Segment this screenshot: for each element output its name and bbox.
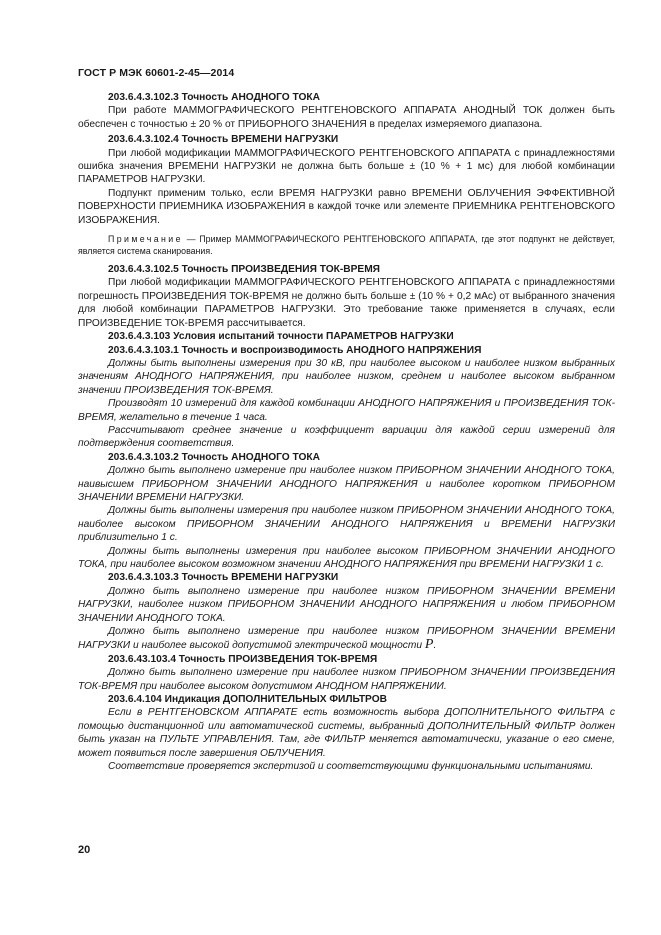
running-header: ГОСТ Р МЭК 60601-2-45—2014 bbox=[78, 67, 235, 79]
paragraph: Должны быть выполнены измерения при наиболее низком ПРИБОРНОМ ЗНАЧЕНИИ АНОДНОГО ТОКА, наиболее высоком ПРИБОРНОМ ЗНАЧЕНИИ АНОДНОГО НАПРЯЖЕНИЯ и ВРЕМЕНИ НАГРУЗКИ приблизительно 1 с. bbox=[78, 505, 615, 544]
paragraph: Рассчитывают среднее значение и коэффициент вариации для каждой серии измерений для подтверждения соответствия. bbox=[78, 424, 615, 450]
paragraph bbox=[78, 625, 615, 653]
section-heading: 203.6.43.103.4 Точность ПРОИЗВЕДЕНИЯ ТОК-ВРЕМЯ bbox=[108, 653, 378, 665]
paragraph: Должно быть выполнено измерение при наиболее низком ПРИБОРНОМ ЗНАЧЕНИИ АНОДНОГО ТОКА, наивысшем ПРИБОРНОМ ЗНАЧЕНИИ АНОДНОГО НАПРЯЖЕНИЯ и наиболее коротком ПРИБОРНОМ ЗНАЧЕНИИ ВРЕМЕНИ НАГРУЗКИ. bbox=[78, 465, 615, 503]
paragraph: Производят 10 измерений для каждой комбинации АНОДНОГО НАПРЯЖЕНИЯ и ПРОИЗВЕДЕНИЯ ТОК-ВРЕМЯ, желательно в течение 1 часа. bbox=[78, 398, 615, 423]
note-text: — Пример МАММОГРАФИЧЕСКОГО РЕНТГЕНОВСКОГО АППАРАТА, где этот подпункт не действует, является система сканирования. bbox=[78, 234, 615, 257]
section-heading: 203.6.4.104 Индикация ДОПОЛНИТЕЛЬНЫХ ФИЛЬТРОВ bbox=[108, 694, 387, 706]
paragraph: При любой модификации МАММОГРАФИЧЕСКОГО РЕНТГЕНОВСКОГО АППАРАТА с принадлежностями ошибка значения ВРЕМЕНИ НАГРУЗКИ не должна быть больше ± (10 % + 1 мс) для любой комбинации ПАРАМЕТРОВ НАГРУЗКИ. bbox=[78, 147, 615, 186]
page-content bbox=[78, 91, 615, 774]
section-heading: 203.6.4.3.103.3 Точность ВРЕМЕНИ НАГРУЗКИ bbox=[108, 572, 339, 584]
section-heading: 203.6.4.3.102.4 Точность ВРЕМЕНИ НАГРУЗКИ bbox=[108, 134, 339, 146]
section-heading: 203.6.4.3.103.1 Точность и воспроизводимость АНОДНОГО НАПРЯЖЕНИЯ bbox=[108, 344, 482, 356]
paragraph: Должны быть выполнены измерения при наиболее высоком ПРИБОРНОМ ЗНАЧЕНИИ АНОДНОГО ТОКА, при наиболее высоком возможном значении АНОДНОГО НАПРЯЖЕНИЯ при ВРЕМЕНИ НАГРУЗКИ 1 с. bbox=[78, 545, 615, 570]
section-heading: 203.6.4.3.103.2 Точность АНОДНОГО ТОКА bbox=[108, 451, 321, 463]
note bbox=[78, 233, 615, 257]
paragraph: При любой модификации МАММОГРАФИЧЕСКОГО РЕНТГЕНОВСКОГО АППАРАТА с принадлежностями погрешность ПРОИЗВЕДЕНИЯ ТОК-ВРЕМЯ не должно быть больше ± (10 % + 0,2 мАс) от выбранного значения для любой комбинации ПАРАМЕТРОВ НАГРУЗКИ. Это требование также применяется в случаях, если ПРОИЗВЕДЕНИЕ ТОК-ВРЕМЯ рассчитывается. bbox=[78, 277, 615, 329]
paragraph: При работе МАММОГРАФИЧЕСКОГО РЕНТГЕНОВСКОГО АППАРАТА АНОДНЫЙ ТОК должен быть обеспечен с точностью ± 20 % от ПРИБОРНОГО ЗНАЧЕНИЯ в пределах измеряемого диапазона. bbox=[78, 105, 615, 130]
paragraph: Соответствие проверяется экспертизой и соответствующими функциональными испытаниями. bbox=[108, 761, 594, 773]
paragraph-text: Должно быть выполнено измерение при наиболее низком ПРИБОРНОМ ЗНАЧЕНИИ ВРЕМЕНИ НАГРУЗКИ и наиболее высокой допустимой электрической мощности bbox=[78, 626, 615, 652]
paragraph-end: . bbox=[433, 640, 437, 652]
section-heading: 203.6.4.3.102.3 Точность АНОДНОГО ТОКА bbox=[108, 92, 321, 103]
note-label: Примечание bbox=[108, 234, 183, 245]
paragraph: Должны быть выполнены измерения при 30 кВ, при наиболее высоком и наиболее низком выбранных значениям АНОДНОГО НАПРЯЖЕНИЯ, при наиболее низком, среднем и наиболее высоком выбранном значении ПРОИЗВЕДЕНИЯ ТОК-ВРЕМЯ. bbox=[78, 357, 615, 396]
page-number: 20 bbox=[78, 844, 91, 856]
paragraph: Должно быть выполнено измерение при наиболее низком ПРИБОРНОМ ЗНАЧЕНИИ ВРЕМЕНИ НАГРУЗКИ, наиболее низком ПРИБОРНОМ ЗНАЧЕНИИ АНОДНОГО НАПРЯЖЕНИЯ и любом ПРИБОРНОМ ЗНАЧЕНИИ АНОДНОГО ТОКА. bbox=[78, 585, 615, 624]
paragraph: Подпункт применим только, если ВРЕМЯ НАГРУЗКИ равно ВРЕМЕНИ ОБЛУЧЕНИЯ ЭФФЕКТИВНОЙ ПОВЕРХНОСТИ ПРИЕМНИКА ИЗОБРАЖЕНИЯ в каждой точке или элементе ПРИЕМНИКА РЕНТГЕНОВСКОГО ИЗОБРАЖЕНИЯ. bbox=[78, 187, 615, 226]
paragraph: Должно быть выполнено измерение при наиболее низком ПРИБОРНОМ ЗНАЧЕНИИ ПРОИЗВЕДЕНИЯ ТОК-ВРЕМЯ при наиболее высоком допустимом АНОДНОМ НАПРЯЖЕНИИ. bbox=[78, 667, 615, 692]
section-heading: 203.6.4.3.102.5 Точность ПРОИЗВЕДЕНИЯ ТОК-ВРЕМЯ bbox=[108, 264, 381, 276]
section-heading: 203.6.4.3.103 Условия испытаний точности ПАРАМЕТРОВ НАГРУЗКИ bbox=[108, 331, 454, 343]
power-symbol: P bbox=[424, 637, 434, 653]
paragraph: Если в РЕНТГЕНОВСКОМ АППАРАТЕ есть возможность выбора ДОПОЛНИТЕЛЬНОГО ФИЛЬТРА с помощью дистанционной или автоматической системы, выбранный ДОПОЛНИТЕЛЬНЫЙ ФИЛЬТР должен быть указан на ПУЛЬТЕ УПРАВЛЕНИЯ. Там, где ФИЛЬТР меняется автоматически, указание о его смене, может появиться после завершения ОБЛУЧЕНИЯ. bbox=[78, 707, 615, 759]
